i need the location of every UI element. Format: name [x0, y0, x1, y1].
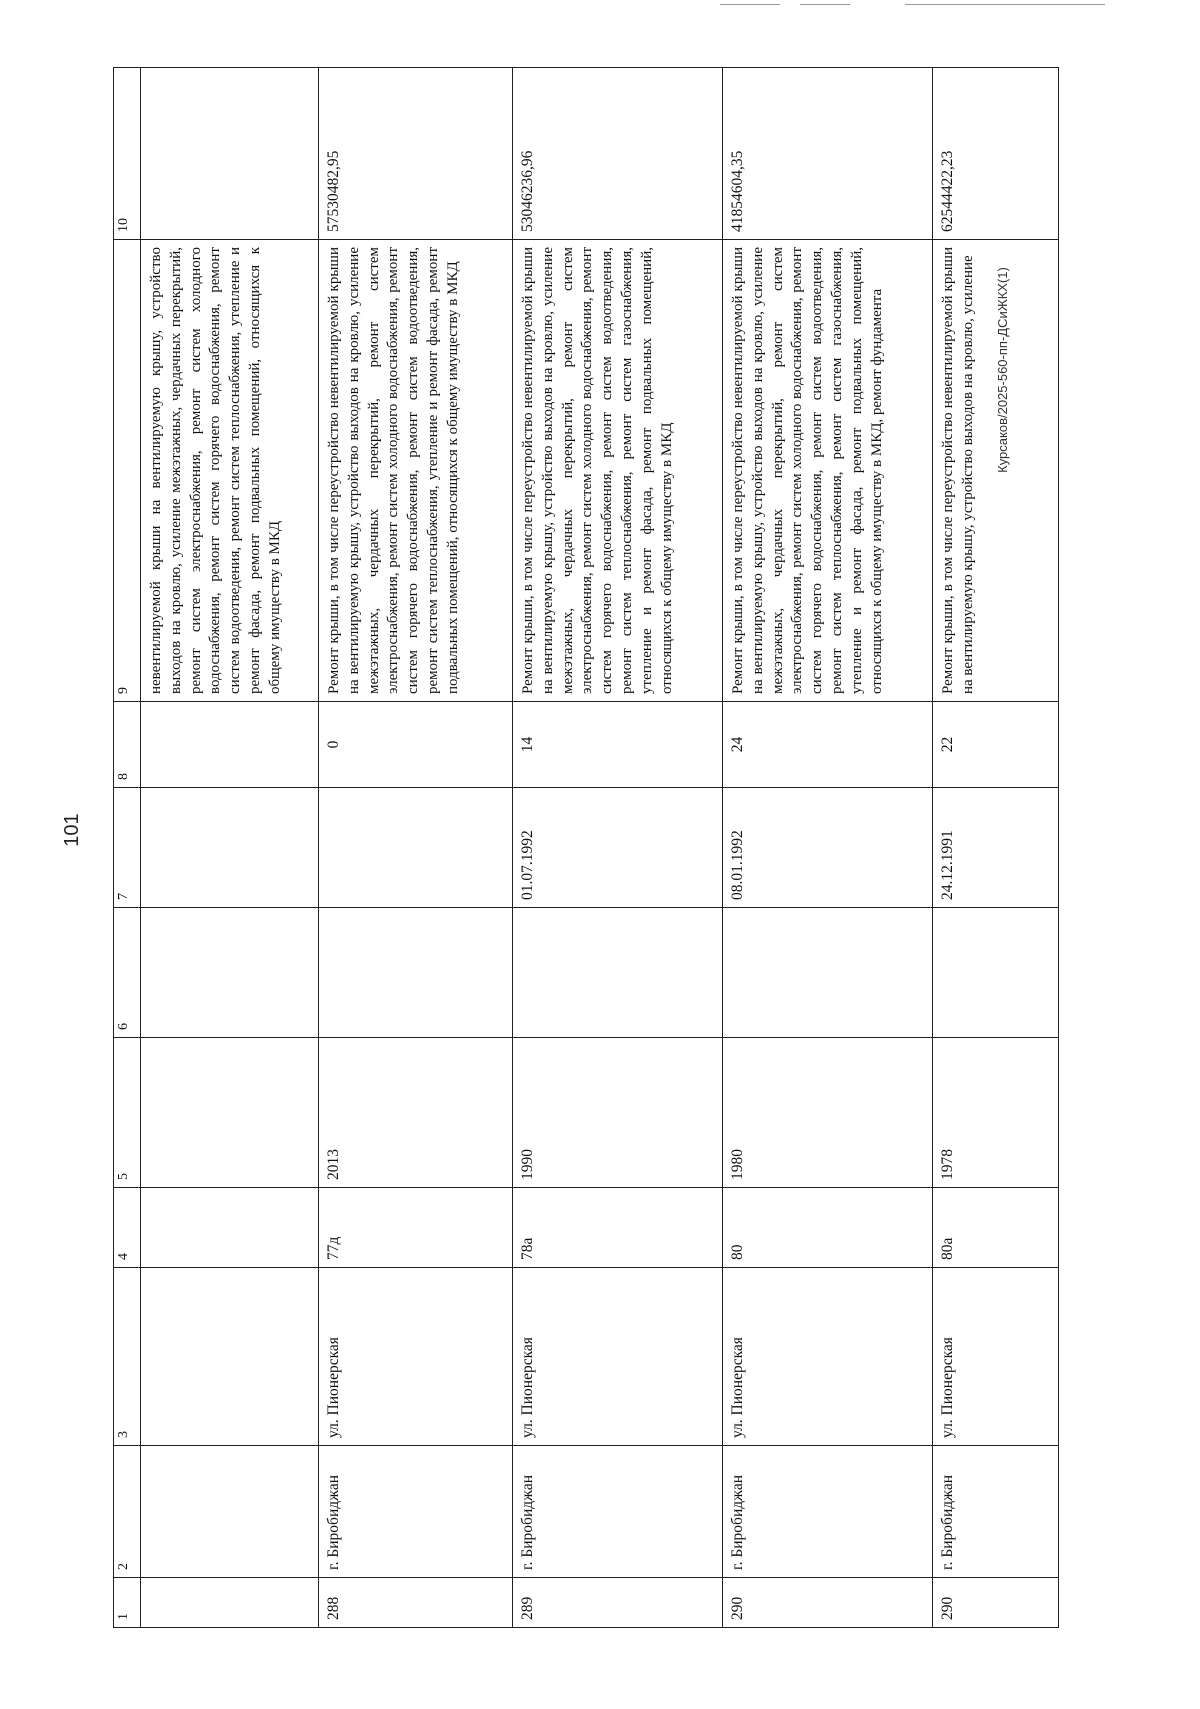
- col6-cell: [723, 908, 933, 1038]
- street-cell: ул. Пионерская: [723, 1268, 933, 1446]
- header-cell: 10: [114, 68, 141, 240]
- cost-cell: [141, 68, 319, 240]
- col8-cell: 14: [513, 702, 723, 788]
- year-cell: 1980: [723, 1038, 933, 1188]
- header-cell: 8: [114, 702, 141, 788]
- header-row: [114, 68, 141, 1628]
- works-cell: невентилируемой крыши на вентилируемую крышу, устройство выходов на кровлю, усиление межэтажных, чердачных перекрытий, ремонт систем электроснабжения, ремонт систем холодного водоснабжения, ремонт систем горячего водоснабжения, ремонт систем водоотведения, ремонт систем теплоснабжения, утепление и ремонт фасада, ремонт подвальных помещений, относящихся к общему имуществу в МКД: [141, 240, 319, 702]
- year-cell: 2013: [319, 1038, 513, 1188]
- register-table: [113, 67, 1059, 1628]
- city-cell: г. Биробиджан: [513, 1446, 723, 1578]
- works-cell: Ремонт крыши, в том числе переустройство невентилируемой крыши на вентилируемую крышу, устройство выходов на кровлю, усиление межэтажных, чердачных перекрытий, ремонт систем электроснабжения, ремонт систем холодного водоснабжения, ремонт систем горячего водоснабжения, ремонт систем водоотведения, ремонт систем теплоснабжения, ремонт систем газоснабжения, утепление и ремонт фасада, ремонт подвальных помещений, относящихся к общему имуществу в МКД: [513, 240, 723, 702]
- house-cell: 80а: [933, 1188, 1059, 1268]
- street-cell: [141, 1268, 319, 1446]
- date-cell: 01.07.1992: [513, 788, 723, 908]
- col8-cell: 0: [319, 702, 513, 788]
- works-cell: Ремонт крыши, в том числе переустройство невентилируемой крыши на вентилируемую крышу, устройство выходов на кровлю, усиление: [933, 240, 1059, 702]
- header-cell: 7: [114, 788, 141, 908]
- date-cell: 08.01.1992: [723, 788, 933, 908]
- col8-cell: [141, 702, 319, 788]
- year-cell: 1990: [513, 1038, 723, 1188]
- header-cell: 6: [114, 908, 141, 1038]
- city-cell: г. Биробиджан: [933, 1446, 1059, 1578]
- city-cell: г. Биробиджан: [319, 1446, 513, 1578]
- col8-cell: 24: [723, 702, 933, 788]
- house-cell: 77д: [319, 1188, 513, 1268]
- header-cell: 4: [114, 1188, 141, 1268]
- date-cell: [319, 788, 513, 908]
- row-number: 289: [513, 1578, 723, 1628]
- col6-cell: [319, 908, 513, 1038]
- works-cell: Ремонт крыши, в том числе переустройство невентилируемой крыши на вентилируемую крышу, устройство выходов на кровлю, усиление межэтажных, чердачных перекрытий, ремонт систем электроснабжения, ремонт систем холодного водоснабжения, ремонт систем горячего водоснабжения, ремонт систем водоотведения, ремонт систем теплоснабжения, ремонт систем газоснабжения, утепление и ремонт фасада, ремонт подвальных помещений, относящихся к общему имуществу в МКД, ремонт фундамента: [723, 240, 933, 702]
- date-cell: [141, 788, 319, 908]
- year-cell: 1978: [933, 1038, 1059, 1188]
- table-row: [513, 68, 723, 1628]
- house-cell: [141, 1188, 319, 1268]
- header-cell: 1: [114, 1578, 141, 1628]
- table-row: [933, 68, 1059, 1628]
- city-cell: [141, 1446, 319, 1578]
- header-cell: 5: [114, 1038, 141, 1188]
- col6-cell: [141, 908, 319, 1038]
- col6-cell: [513, 908, 723, 1038]
- cost-cell: 53046236,96: [513, 68, 723, 240]
- table-row: [723, 68, 933, 1628]
- street-cell: ул. Пионерская: [319, 1268, 513, 1446]
- street-cell: ул. Пионерская: [933, 1268, 1059, 1446]
- scan-top-marks: [0, 0, 1200, 10]
- date-cell: 24.12.1991: [933, 788, 1059, 908]
- house-cell: 80: [723, 1188, 933, 1268]
- row-number: 290: [723, 1578, 933, 1628]
- table-row: [319, 68, 513, 1628]
- col8-cell: 22: [933, 702, 1059, 788]
- register-table-container: [113, 68, 1053, 1628]
- table-row: [141, 68, 319, 1628]
- col6-cell: [933, 908, 1059, 1038]
- cost-cell: 62544422,23: [933, 68, 1059, 240]
- works-cell: Ремонт крыши, в том числе переустройство невентилируемой крыши на вентилируемую крышу, устройство выходов на кровлю, усиление межэтажных, чердачных перекрытий, ремонт систем электроснабжения, ремонт систем холодного водоснабжения, ремонт систем горячего водоснабжения, ремонт систем водоотведения, ремонт систем теплоснабжения, утепление и ремонт фасада, ремонт подвальных помещений, относящихся к общему имуществу в МКД: [319, 240, 513, 702]
- cost-cell: 41854604,35: [723, 68, 933, 240]
- city-cell: г. Биробиджан: [723, 1446, 933, 1578]
- house-cell: 78а: [513, 1188, 723, 1268]
- row-number: [141, 1578, 319, 1628]
- year-cell: [141, 1038, 319, 1188]
- street-cell: ул. Пионерская: [513, 1268, 723, 1446]
- row-number: 290: [933, 1578, 1059, 1628]
- page-number: 101: [61, 813, 83, 847]
- header-cell: 2: [114, 1446, 141, 1578]
- cost-cell: 57530482,95: [319, 68, 513, 240]
- header-cell: 9: [114, 240, 141, 702]
- header-cell: 3: [114, 1268, 141, 1446]
- row-number: 288: [319, 1578, 513, 1628]
- document-code: Курсаков/2025-560-пп-ДСиЖКХ(1): [995, 267, 1010, 473]
